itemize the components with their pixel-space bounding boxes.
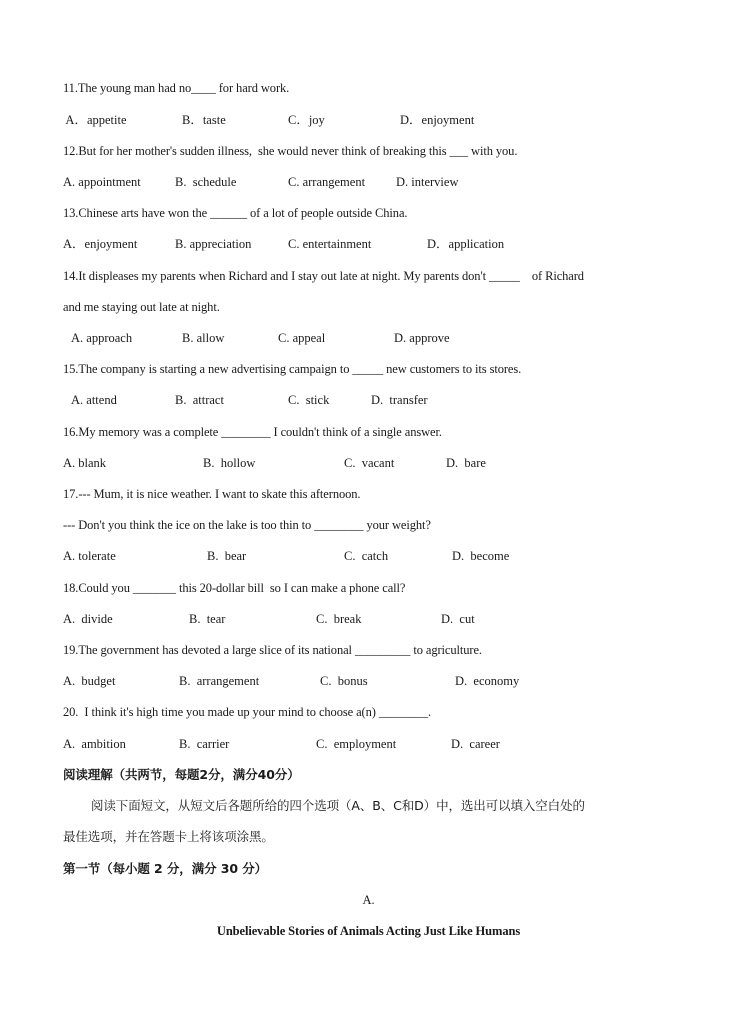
question-19-option-b: B. arrangement: [179, 674, 260, 688]
question-19-option-a: A. budget: [63, 674, 116, 688]
question-15-option-d: D. transfer: [371, 393, 428, 407]
question-17-option-b: B. bear: [207, 549, 247, 563]
question-14-option-d: D. approve: [394, 331, 450, 345]
question-13-option-b: B. appreciation: [175, 237, 252, 251]
section-instruction: 阅读下面短文，从短文后各题所给的四个选项（A、B、C和D）中，选出可以填入空白处的: [91, 798, 585, 813]
question-14-option-a: A. approach: [71, 331, 133, 345]
question-12-option-c: C. arrangement: [288, 175, 366, 189]
question-12-option-b: B. schedule: [175, 175, 237, 189]
question-15-option-b: B. attract: [175, 393, 224, 407]
question-13-stem: 13.Chinese arts have won the ______ of a lot of people outside China.: [63, 206, 408, 220]
question-13-option-a: A．enjoyment: [63, 237, 138, 251]
question-14-stem-continued: and me staying out late at night.: [63, 300, 220, 314]
question-15-option-c: C. stick: [288, 393, 330, 407]
question-14-option-c: C. appeal: [278, 331, 326, 345]
question-16-option-d: D. bare: [446, 456, 486, 470]
question-18-option-c: C. break: [316, 612, 362, 626]
passage-title: Unbelievable Stories of Animals Acting Just Like Humans: [216, 924, 521, 938]
question-20-stem: 20. I think it's high time you made up your mind to choose a(n) ________.: [63, 705, 432, 719]
question-16-option-a: A. blank: [63, 456, 107, 470]
question-15-stem: 15.The company is starting a new advertising campaign to _____ new customers to its stores.: [63, 362, 522, 376]
question-19-stem: 19.The government has devoted a large slice of its national _________ to agriculture.: [63, 643, 482, 657]
question-17-option-a: A. tolerate: [63, 549, 116, 563]
question-18-option-b: B. tear: [189, 612, 226, 626]
question-20-option-a: A. ambition: [63, 737, 126, 751]
passage-letter: A.: [362, 893, 375, 907]
question-19-option-c: C. bonus: [320, 674, 368, 688]
question-20-option-d: D. career: [451, 737, 500, 751]
question-17-stem: 17.--- Mum, it is nice weather. I want to skate this afternoon.: [63, 487, 361, 501]
question-20-option-c: C. employment: [316, 737, 397, 751]
question-18-option-a: A. divide: [63, 612, 113, 626]
question-11-option-b: B．taste: [182, 113, 226, 127]
question-17-option-c: C. catch: [344, 549, 389, 563]
question-14-stem: 14.It displeases my parents when Richard and I stay out late at night. My parents don't _____ of Richard: [63, 269, 584, 283]
part-heading: 第一节（每小题 2 分，满分 30 分）: [63, 861, 268, 876]
question-15-option-a: A. attend: [71, 393, 117, 407]
question-19-option-d: D. economy: [455, 674, 520, 688]
section-heading: 阅读理解（共两节，每题2分，满分40分）: [63, 767, 300, 782]
question-11-option-c: C．joy: [288, 113, 325, 127]
question-11-stem: 11.The young man had no____ for hard work.: [63, 81, 290, 95]
question-11-option-d: D．enjoyment: [400, 113, 475, 127]
question-14-option-b: B. allow: [182, 331, 225, 345]
question-20-option-b: B. carrier: [179, 737, 230, 751]
question-13-option-d: D．application: [427, 237, 505, 251]
question-12-stem: 12.But for her mother's sudden illness, she would never think of breaking this ___ with you.: [63, 144, 518, 158]
question-12-option-d: D. interview: [396, 175, 459, 189]
question-16-stem: 16.My memory was a complete ________ I couldn't think of a single answer.: [63, 425, 442, 439]
question-12-option-a: A. appointment: [63, 175, 141, 189]
section-instruction-continued: 最佳选项，并在答题卡上将该项涂黑。: [63, 829, 274, 844]
question-13-option-c: C. entertainment: [288, 237, 372, 251]
question-16-option-b: B. hollow: [203, 456, 256, 470]
question-18-option-d: D. cut: [441, 612, 475, 626]
question-18-stem: 18.Could you _______ this 20-dollar bill so I can make a phone call?: [63, 581, 406, 595]
question-17-stem-continued: --- Don't you think the ice on the lake is too thin to ________ your weight?: [63, 518, 431, 532]
question-16-option-c: C. vacant: [344, 456, 395, 470]
question-11-option-a: A．appetite: [63, 113, 127, 127]
question-17-option-d: D. become: [452, 549, 510, 563]
